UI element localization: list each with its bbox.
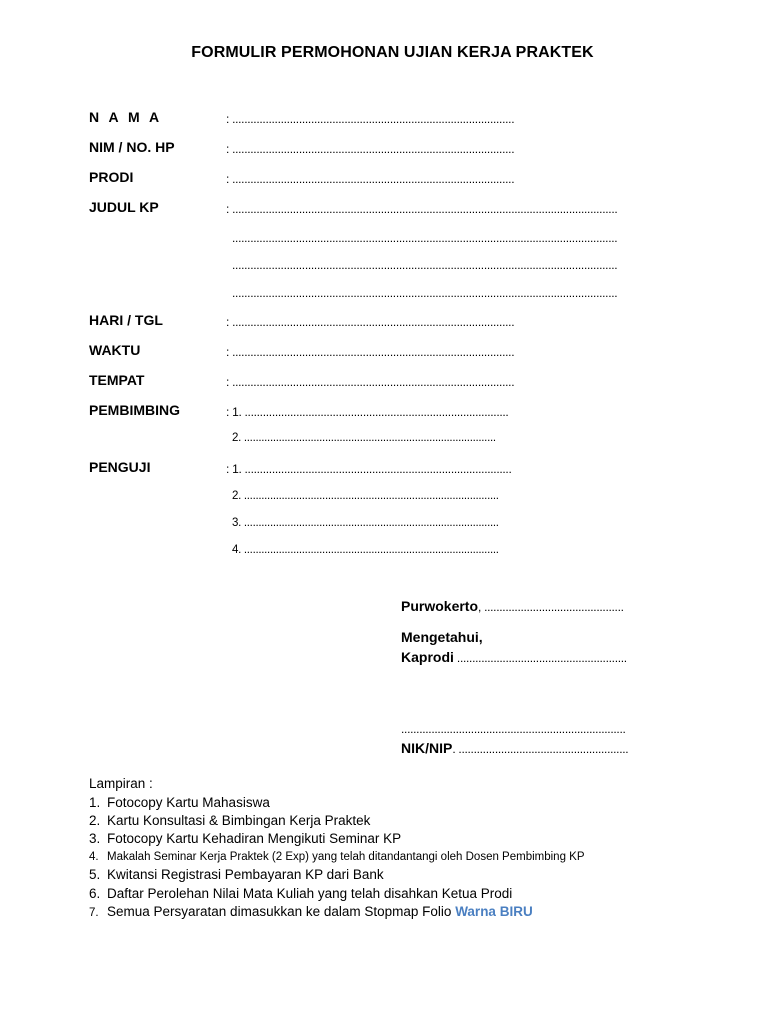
field-pembimbing-2[interactable]: 2. ....................................................................................... xyxy=(232,432,496,444)
label-penguji: PENGUJI xyxy=(89,459,151,475)
place-date-line[interactable] xyxy=(401,598,624,614)
place-date-dots: , .............................................. xyxy=(478,600,624,614)
field-penguji-4[interactable]: 4. ........................................................................................ xyxy=(232,544,499,556)
field-judul-kp-line-3[interactable]: ............................................................................................................................... xyxy=(232,258,618,272)
highlight-warna-biru: Warna BIRU xyxy=(455,904,533,919)
label-nama: N A M A xyxy=(89,109,163,125)
field-prodi[interactable]: : ............................................................................................. xyxy=(226,172,515,186)
label-nim: NIM / NO. HP xyxy=(89,139,175,155)
field-pembimbing-1[interactable]: : 1. ....................................................................................... xyxy=(226,405,509,419)
field-tempat[interactable]: : ............................................................................................. xyxy=(226,375,515,389)
label-prodi: PRODI xyxy=(89,169,134,185)
attachment-item: 5. Kwitansi Registrasi Pembayaran KP dari Bank xyxy=(89,867,384,882)
label-hari-tgl: HARI / TGL xyxy=(89,312,163,328)
label-pembimbing: PEMBIMBING xyxy=(89,402,180,418)
field-judul-kp[interactable]: : ............................................................................................................................... xyxy=(226,202,618,216)
kaprodi-dots: ........................................................ xyxy=(453,651,627,665)
field-waktu[interactable]: : ............................................................................................. xyxy=(226,345,515,359)
field-nama[interactable]: : ............................................................................................. xyxy=(226,112,515,126)
nik-nip-dots: . ........................................................ xyxy=(452,742,629,756)
field-penguji-3[interactable]: 3. ........................................................................................ xyxy=(232,517,499,529)
field-nim[interactable]: : ............................................................................................. xyxy=(226,142,515,156)
field-judul-kp-line-2[interactable]: ............................................................................................................................... xyxy=(232,231,618,245)
label-tempat: TEMPAT xyxy=(89,372,145,388)
nik-nip-line[interactable] xyxy=(401,740,628,756)
acknowledged-label: Mengetahui, xyxy=(401,629,483,645)
form-title: FORMULIR PERMOHONAN UJIAN KERJA PRAKTEK xyxy=(191,44,594,61)
nik-nip-label: NIK/NIP xyxy=(401,740,453,756)
kaprodi-line[interactable] xyxy=(401,649,627,665)
label-waktu: WAKTU xyxy=(89,342,141,358)
attachment-item: 4. Makalah Seminar Kerja Praktek (2 Exp) yang telah ditandantangi oleh Dosen Pembimbing KP xyxy=(89,851,585,863)
label-judul-kp: JUDUL KP xyxy=(89,199,159,215)
kaprodi-label: Kaprodi xyxy=(401,649,454,665)
place-label: Purwokerto xyxy=(401,598,479,614)
signature-line[interactable]: .......................................................................... xyxy=(401,722,626,736)
attachment-item: 1. Fotocopy Kartu Mahasiswa xyxy=(89,795,270,810)
attachment-item: 6. Daftar Perolehan Nilai Mata Kuliah yang telah disahkan Ketua Prodi xyxy=(89,886,513,901)
field-judul-kp-line-4[interactable]: ............................................................................................................................... xyxy=(232,286,618,300)
attachment-item: 7. Semua Persyaratan dimasukkan ke dalam Stopmap Folio Warna BIRU xyxy=(89,904,533,919)
field-hari-tgl[interactable]: : ............................................................................................. xyxy=(226,315,515,329)
field-penguji-2[interactable]: 2. ........................................................................................ xyxy=(232,490,499,502)
attachments-header: Lampiran : xyxy=(89,776,153,791)
attachment-item: 2. Kartu Konsultasi & Bimbingan Kerja Praktek xyxy=(89,813,371,828)
field-penguji-1[interactable]: : 1. ........................................................................................ xyxy=(226,462,512,476)
attachment-item: 3. Fotocopy Kartu Kehadiran Mengikuti Seminar KP xyxy=(89,831,402,846)
